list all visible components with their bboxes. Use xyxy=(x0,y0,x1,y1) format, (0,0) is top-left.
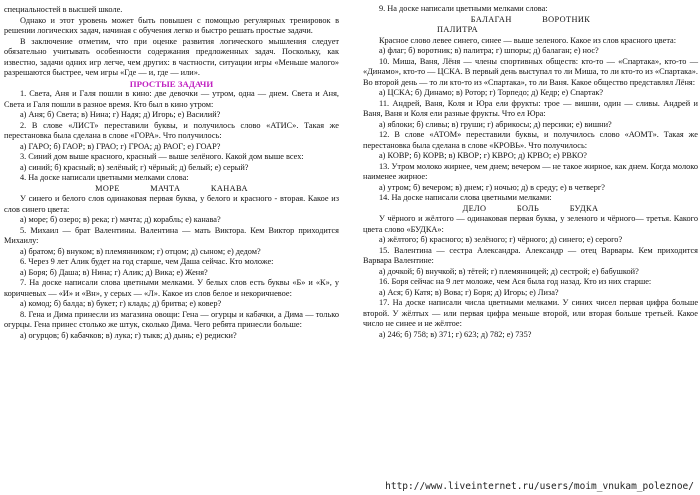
task-answers: а) жёлтого; б) красного; в) зелёного; г) чёрного; д) синего; е) серого? xyxy=(379,235,623,244)
intro-paragraph: В заключение отметим, что при оценке развития логического мышления следует обязательно учитывать особенности содержания предложенных задач. Поскольку, как известно, задачи одних игр легче, чем других: в частности, ситуации игры «Меньше малого» разрешаются быстрее, чем игры «Где — и, где — или». xyxy=(4,36,339,77)
task-answers: а) утром; б) вечером; в) днем; г) ночью; д) в среду; е) в четверг? xyxy=(379,182,605,192)
task-question: 9. На доске написали цветными мелками слова: xyxy=(379,4,548,13)
task-question: 3. Синий дом выше красного, красный — выше зелёного. Какой дом выше всех: xyxy=(20,152,304,161)
task-question: 11. Андрей, Ваня, Коля и Юра ели фрукты: трое — вишни, один — сливы. Андрей и Ваня, Ваня и Коля ели разные фрукты. Что ел Юра: xyxy=(363,98,698,118)
word: ВОРОТНИК xyxy=(542,14,591,24)
task-question: 2. В слове «ЛИСТ» переставили буквы, и получилось слово «АТИС». Такая же перестановка была сделана в слове «ГОРА». Что получилось: xyxy=(4,120,339,140)
word: КАНАВА xyxy=(210,183,248,193)
task-answers: а) огурцов; б) кабачков; в) лука; г) тыкв; д) дынь; е) редиски? xyxy=(20,330,237,340)
task-condition: У синего и белого слов одинаковая первая буква, у белого и красного - вторая. Какое из слов синего цвета: xyxy=(4,194,339,214)
task-question: 14. На доске написали слова цветными мелками: xyxy=(379,193,552,202)
word: БОЛЬ xyxy=(516,203,540,213)
left-column xyxy=(4,5,339,341)
task-answers: а) Аня; б) Света; в) Нина; г) Надя; д) Игорь; е) Василий? xyxy=(20,110,221,119)
word-list xyxy=(363,25,698,36)
section-title: ПРОСТЫЕ ЗАДАЧИ xyxy=(129,78,214,89)
task-answers: а) флаг; б) воротник; в) палитра; г) шпоры; д) балаган; е) нос? xyxy=(379,46,599,55)
task-question: 13. Утром молоко жирнее, чем днем; вечером — не такое жирное, как днем. Когда молоко наименее жирное: xyxy=(363,161,698,181)
word: МОРЕ xyxy=(95,183,120,193)
task-question: 5. Михаил — брат Валентины. Валентина — мать Виктора. Кем Виктор приходится Михаилу: xyxy=(4,225,339,245)
task-answers: а) Боря; б) Даша; в) Нина; г) Алик; д) Вика; е) Женя? xyxy=(20,267,208,277)
word: МАЧТА xyxy=(150,183,181,193)
task-answers: а) ГАРО; б) ГАОР; в) ГРАО; г) ГРОА; д) РАОГ; е) ГОАР? xyxy=(20,141,221,151)
right-column xyxy=(363,4,698,340)
word-list xyxy=(363,204,698,215)
task-answers: а) комод; б) балда; в) букет; г) кладь; д) бритва; е) ковер? xyxy=(20,299,222,308)
task-answers: а) синий; б) красный; в) зелёный; г) чёрный; д) белый; е) серый? xyxy=(20,162,249,172)
task-condition: Красное слово левее синего, синее — выше зеленого. Какое из слов красного цвета: xyxy=(379,35,677,45)
word: БУДКА xyxy=(569,203,599,213)
task-answers: а) Ася; б) Катя; в) Вова; г) Боря; д) Игорь; е) Лиза? xyxy=(379,287,559,297)
task-question: 10. Миша, Ваня, Лёня — члены спортивных обществ: кто-то — «Спартака», кто-то — «Динамо», кто-то — ЦСКА. В первый день выступал то ли Миша, то ли кто-то из «Спартака». Во второй день — то ли кто-то из «Спартака», то ли Ваня. Какое общество представлял Лёня: xyxy=(363,56,698,87)
task-answers: а) братом; б) внуком; в) племянником; г) отцом; д) сыном; е) дедом? xyxy=(20,246,261,256)
task-answers: а) яблоки; б) сливы; в) груши; г) абрикосы; д) персики; е) вишни? xyxy=(379,119,612,129)
word-list xyxy=(363,15,698,26)
task-question: 16. Боря сейчас на 9 лет моложе, чем Ася была год назад. Кто из них старше: xyxy=(379,277,652,286)
task-condition: У чёрного и жёлтого — одинаковая первая буква, у зеленого и чёрного— третья. Какого цвета слово «БУДКА»: xyxy=(363,214,698,234)
word-list xyxy=(4,184,339,195)
intro-paragraph: Однако и этот уровень может быть повышен с помощью регулярных тренировок в решении логических задач, начиная с обучения легко и быстро решать простые задачи. xyxy=(4,15,339,35)
task-question: 8. Гена и Дима принесли из магазина овощи: Гена — огурцы и кабачки, а Дима — только огурцы. Гена принес столько же штук, сколько Дима. Чего ребята принесли больше: xyxy=(4,309,339,329)
task-answers: а) 246; б) 758; в) 371; г) 623; д) 782; е) 735? xyxy=(379,329,532,339)
task-answers: а) дочкой; б) внучкой; в) тётей; г) племянницей; д) сестрой; е) бабушкой? xyxy=(379,266,639,276)
task-answers: а) море; б) озеро; в) река; г) мачта; д) корабль; е) канава? xyxy=(20,215,221,224)
task-question: 7. На доске написали слова цветными мелками. У белых слов есть буквы «Б» и «К», у коричневых — «И» и «Вн», у серых — «Л». Какое из слов белое и некоричневое: xyxy=(4,278,339,298)
word: ПАЛИТРА xyxy=(437,25,479,34)
task-question: 15. Валентина — сестра Александра. Александр — отец Варвары. Кем приходится Варвара Валентине: xyxy=(363,245,698,265)
task-question: 12. В слове «АТОМ» переставили буквы, и получилось слово «АОМТ». Такая же перестановка была сделана в слове «КРОВЬ». Что получилось: xyxy=(363,130,698,150)
word: БАЛАГАН xyxy=(470,14,512,24)
task-question: 1. Света, Аня и Галя пошли в кино: две девочки — утром, одна — днем. Света и Аня, Света и Галя пошли в разное время. Кто был в кино утром: xyxy=(4,89,339,109)
source-url: http://www.liveinternet.ru/users/moim_vnukam_poleznoe/ xyxy=(385,481,694,492)
task-answers: а) ЦСКА; б) Динамо; в) Ротор; г) Торпедо; д) Кедр; е) Спартак? xyxy=(379,88,604,97)
task-question: 6. Через 9 лет Алик будет на год старше, чем Даша сейчас. Кто моложе: xyxy=(20,257,274,266)
word: ДЕЛО xyxy=(462,203,487,213)
intro-paragraph: специальностей в высшей школе. xyxy=(4,5,123,14)
task-answers: а) КОВР; б) КОРВ; в) КВОР; г) КВРО; д) КРВО; е) РВКО? xyxy=(379,151,587,160)
task-question: 17. На доске написали числа цветными мелками. У синих чисел первая цифра больше второй. У жёлтых — или первая цифра меньше второй, или вторая больше третьей. Какое число не синее и не жёлтое: xyxy=(363,298,698,328)
task-question: 4. На доске написали цветными мелками слова: xyxy=(20,173,189,182)
